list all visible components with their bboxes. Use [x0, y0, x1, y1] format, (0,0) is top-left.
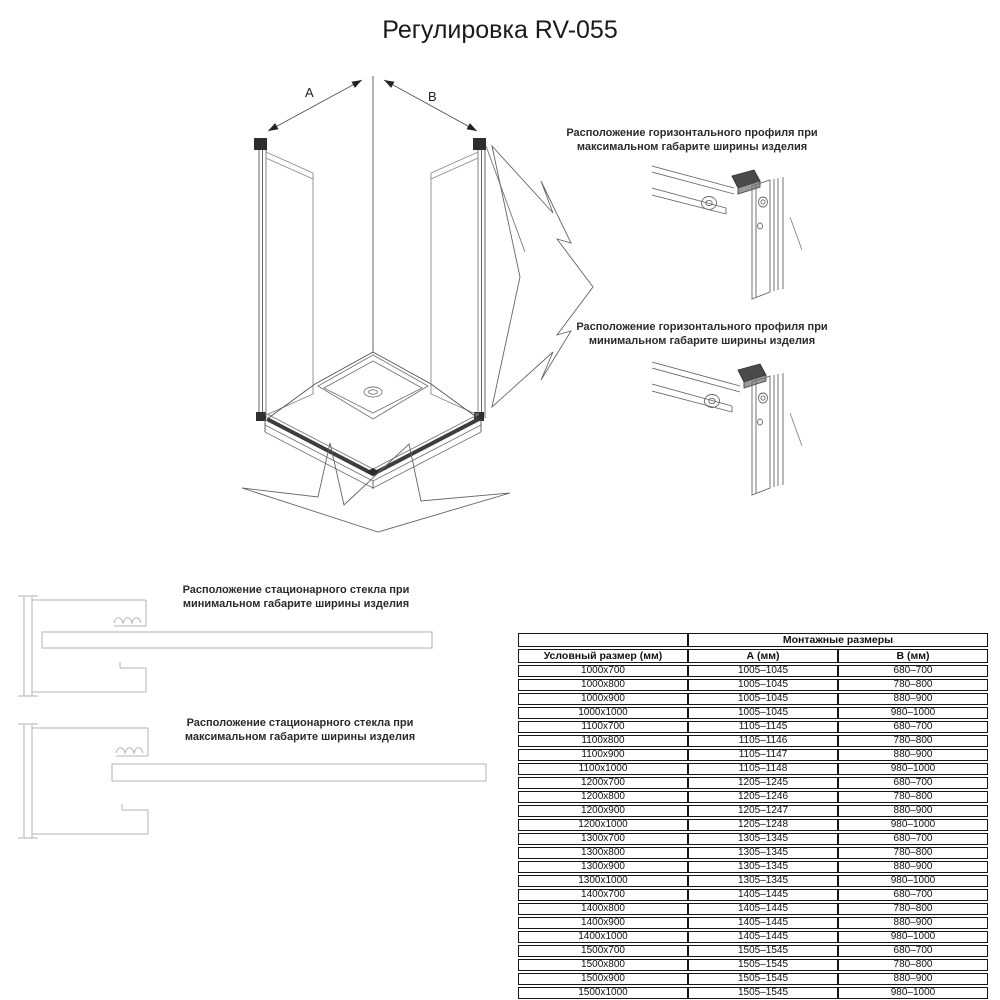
table-cell: 1300x1000	[518, 875, 688, 887]
table-cell: 1400x800	[518, 903, 688, 915]
table-cell: 980–1000	[838, 763, 988, 775]
table-cell: 680–700	[838, 945, 988, 957]
table-cell: 680–700	[838, 665, 988, 677]
table-cell: 1200x800	[518, 791, 688, 803]
table-cell: 1200x1000	[518, 819, 688, 831]
table-row	[518, 805, 988, 817]
table-cell: 1505–1545	[688, 973, 838, 985]
table-cell: 1405–1445	[688, 917, 838, 929]
table-cell: 780–800	[838, 735, 988, 747]
table-row	[518, 945, 988, 957]
table-cell: 1105–1146	[688, 735, 838, 747]
table-cell: 980–1000	[838, 931, 988, 943]
table-cell: 1505–1545	[688, 945, 838, 957]
size-table	[518, 631, 988, 1000]
table-cell: 780–800	[838, 791, 988, 803]
table-cell: 980–1000	[838, 819, 988, 831]
table-cell: 1405–1445	[688, 931, 838, 943]
table-cell: 780–800	[838, 679, 988, 691]
col-header-b: В (мм)	[838, 649, 988, 663]
table-cell: 1205–1246	[688, 791, 838, 803]
table-cell: 1000x800	[518, 679, 688, 691]
table-cell: 1205–1248	[688, 819, 838, 831]
glass-pane	[112, 764, 486, 781]
table-cell: 1400x900	[518, 917, 688, 929]
wall-profile-right	[473, 138, 486, 421]
table-cell: 1500x1000	[518, 987, 688, 999]
table-row	[518, 777, 988, 789]
dimension-b	[384, 80, 477, 131]
table-cell: 1100x900	[518, 749, 688, 761]
table-row	[518, 875, 988, 887]
table-cell: 1000x900	[518, 693, 688, 705]
col-header-a: А (мм)	[688, 649, 838, 663]
glass-panel-left	[266, 152, 313, 415]
table-row	[518, 707, 988, 719]
table-cell: 680–700	[838, 889, 988, 901]
table-cell: 780–800	[838, 903, 988, 915]
table-cell: 980–1000	[838, 875, 988, 887]
table-row	[518, 791, 988, 803]
table-row	[518, 735, 988, 747]
table-cell: 1100x800	[518, 735, 688, 747]
table-cell: 1105–1145	[688, 721, 838, 733]
table-cell: 1200x700	[518, 777, 688, 789]
profile-detail-max-drawing	[652, 162, 802, 302]
table-cell: 1305–1345	[688, 833, 838, 845]
table-cell: 880–900	[838, 861, 988, 873]
table-cell: 680–700	[838, 721, 988, 733]
table-row	[518, 763, 988, 775]
table-cell: 780–800	[838, 959, 988, 971]
shower-tray	[265, 352, 481, 489]
dimension-a-label: A	[305, 85, 314, 100]
table-cell: 1500x700	[518, 945, 688, 957]
drain-icon	[364, 387, 382, 397]
glass-pane	[42, 632, 432, 648]
table-cell: 1000x700	[518, 665, 688, 677]
table-row	[518, 665, 988, 677]
dimension-b-label: B	[428, 89, 437, 104]
table-row	[518, 819, 988, 831]
table-cell: 1400x1000	[518, 931, 688, 943]
leader-line	[486, 146, 525, 252]
table-row	[518, 987, 988, 999]
table-row	[518, 861, 988, 873]
table-cell: 1400x700	[518, 889, 688, 901]
table-cell: 1105–1148	[688, 763, 838, 775]
dimension-a	[268, 80, 362, 131]
table-cell: 1005–1045	[688, 665, 838, 677]
table-row	[518, 847, 988, 859]
table-cell: 1005–1045	[688, 707, 838, 719]
table-row	[518, 889, 988, 901]
big-arrow-right	[492, 146, 593, 407]
table-cell: 1505–1545	[688, 987, 838, 999]
table-cell: 1005–1045	[688, 693, 838, 705]
table-cell: 1300x700	[518, 833, 688, 845]
caption-profile-max: Расположение горизонтального профиля при максимальном габарите ширины изделия	[566, 127, 818, 154]
table-cell: 1000x1000	[518, 707, 688, 719]
table-cell: 1405–1445	[688, 903, 838, 915]
table-cell: 1405–1445	[688, 889, 838, 901]
size-table-body	[518, 665, 988, 999]
table-row	[518, 679, 988, 691]
caption-glass-max: Расположение стационарного стекла при максимальном габарите ширины изделия	[184, 717, 416, 744]
glass-panel-right	[431, 152, 478, 415]
table-cell: 1100x700	[518, 721, 688, 733]
table-row	[518, 749, 988, 761]
table-cell: 680–700	[838, 777, 988, 789]
table-row	[518, 931, 988, 943]
table-cell: 1005–1045	[688, 679, 838, 691]
table-row	[518, 903, 988, 915]
table-cell: 1300x800	[518, 847, 688, 859]
table-cell: 1205–1247	[688, 805, 838, 817]
table-cell: 880–900	[838, 693, 988, 705]
big-arrow-down	[242, 443, 510, 532]
table-cell: 780–800	[838, 847, 988, 859]
table-cell: 1305–1345	[688, 861, 838, 873]
caption-glass-min: Расположение стационарного стекла при минимальном габарите ширины изделия	[182, 584, 410, 611]
table-cell: 980–1000	[838, 707, 988, 719]
glass-section-min-drawing	[16, 590, 436, 702]
shower-isometric-drawing	[228, 60, 608, 552]
table-group-header: Монтажные размеры	[688, 633, 988, 647]
glass-section-max-drawing	[16, 716, 490, 846]
table-row	[518, 973, 988, 985]
table-cell: 1505–1545	[688, 959, 838, 971]
table-cell: 1500x900	[518, 973, 688, 985]
wall-profile-left	[254, 138, 267, 421]
table-cell: 880–900	[838, 973, 988, 985]
table-cell: 980–1000	[838, 987, 988, 999]
table-row	[518, 917, 988, 929]
table-cell: 1305–1345	[688, 875, 838, 887]
table-cell: 1105–1147	[688, 749, 838, 761]
col-header-size: Условный размер (мм)	[518, 649, 688, 663]
table-cell: 880–900	[838, 917, 988, 929]
table-row	[518, 693, 988, 705]
table-cell: 1205–1245	[688, 777, 838, 789]
table-row	[518, 833, 988, 845]
table-cell: 680–700	[838, 833, 988, 845]
table-cell: 1100x1000	[518, 763, 688, 775]
table-cell: 1500x800	[518, 959, 688, 971]
table-cell: 880–900	[838, 749, 988, 761]
profile-detail-min-drawing	[652, 358, 802, 498]
table-row	[518, 959, 988, 971]
page-title: Регулировка RV-055	[382, 16, 618, 44]
table-row	[518, 721, 988, 733]
table-cell: 1200x900	[518, 805, 688, 817]
table-corner-cell	[518, 633, 688, 647]
table-cell: 1305–1345	[688, 847, 838, 859]
table-cell: 880–900	[838, 805, 988, 817]
table-cell: 1300x900	[518, 861, 688, 873]
caption-profile-min: Расположение горизонтального профиля при минимальном габарите ширины изделия	[576, 321, 828, 348]
